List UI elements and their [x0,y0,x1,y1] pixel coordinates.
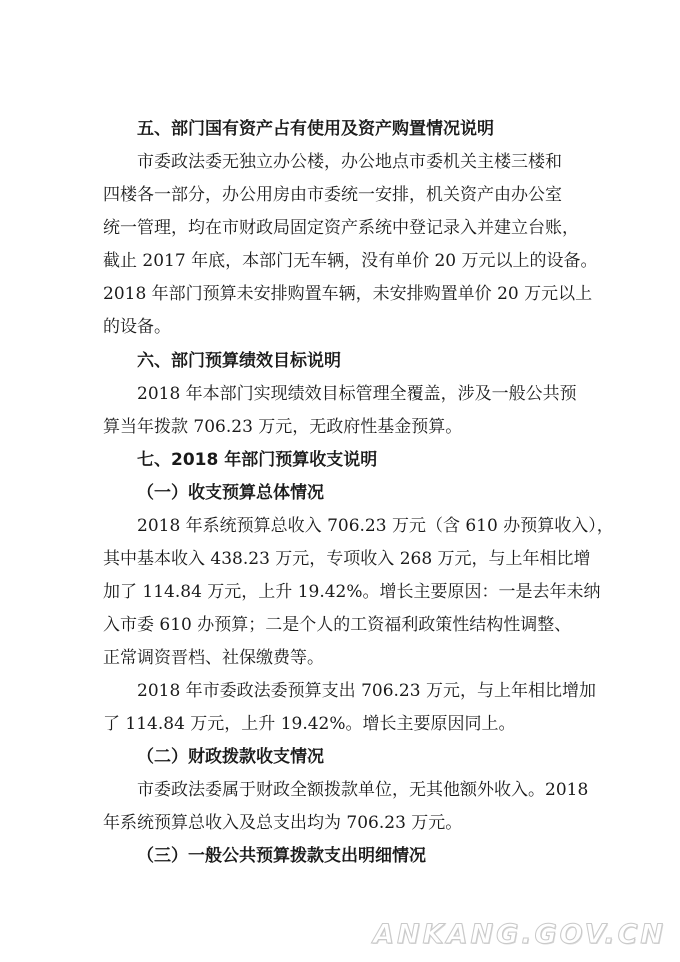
subsection-one-line: 加了 114.84 万元，上升 19.42%。增长主要原因：一是去年未纳 [103,582,601,602]
section-five-line: 统一管理，均在市财政局固定资产系统中登记录入并建立台账， [103,218,579,238]
subsection-three-heading: （三）一般公共预算拨款支出明细情况 [137,846,426,866]
section-six-line: 算当年拨款 706.23 万元，无政府性基金预算。 [103,417,463,437]
section-five-line: 的设备。 [103,317,171,337]
section-five-line: 2018 年部门预算未安排购置车辆，未安排购置单价 20 万元以上 [103,284,593,304]
subsection-one-line: 其中基本收入 438.23 万元，专项收入 268 万元，与上年相比增 [103,549,591,569]
site-watermark: ANKANG.GOV.CN [373,919,666,950]
section-six-heading: 六、部门预算绩效目标说明 [137,351,341,371]
subsection-two-heading: （二）财政拨款收支情况 [137,747,324,767]
subsection-one-heading: （一）收支预算总体情况 [137,483,324,503]
subsection-one-line: 2018 年系统预算总收入 706.23 万元（含 610 办预算收入）， [137,516,614,536]
subsection-one-line: 了 114.84 万元，上升 19.42%。增长主要原因同上。 [103,714,516,734]
section-six-line: 2018 年本部门实现绩效目标管理全覆盖，涉及一般公共预 [137,384,577,404]
subsection-two-line: 市委政法委属于财政全额拨款单位，无其他额外收入。2018 [137,780,589,800]
subsection-two-line: 年系统预算总收入及总支出均为 706.23 万元。 [103,813,463,833]
section-five-heading: 五、部门国有资产占有使用及资产购置情况说明 [137,119,494,139]
section-five-line: 截止 2017 年底，本部门无车辆，没有单价 20 万元以上的设备。 [103,251,598,271]
section-seven-heading: 七、2018 年部门预算收支说明 [137,450,378,470]
section-five-line: 市委政法委无独立办公楼，办公地点市委机关主楼三楼和 [137,152,562,172]
subsection-one-line: 2018 年市委政法委预算支出 706.23 万元，与上年相比增加 [137,681,596,701]
subsection-one-line: 入市委 610 办预算；二是个人的工资福利政策性结构性调整、 [103,615,572,635]
section-five-line: 四楼各一部分，办公用房由市委统一安排，机关资产由办公室 [103,185,562,205]
subsection-one-line: 正常调资晋档、社保缴费等。 [103,648,324,668]
